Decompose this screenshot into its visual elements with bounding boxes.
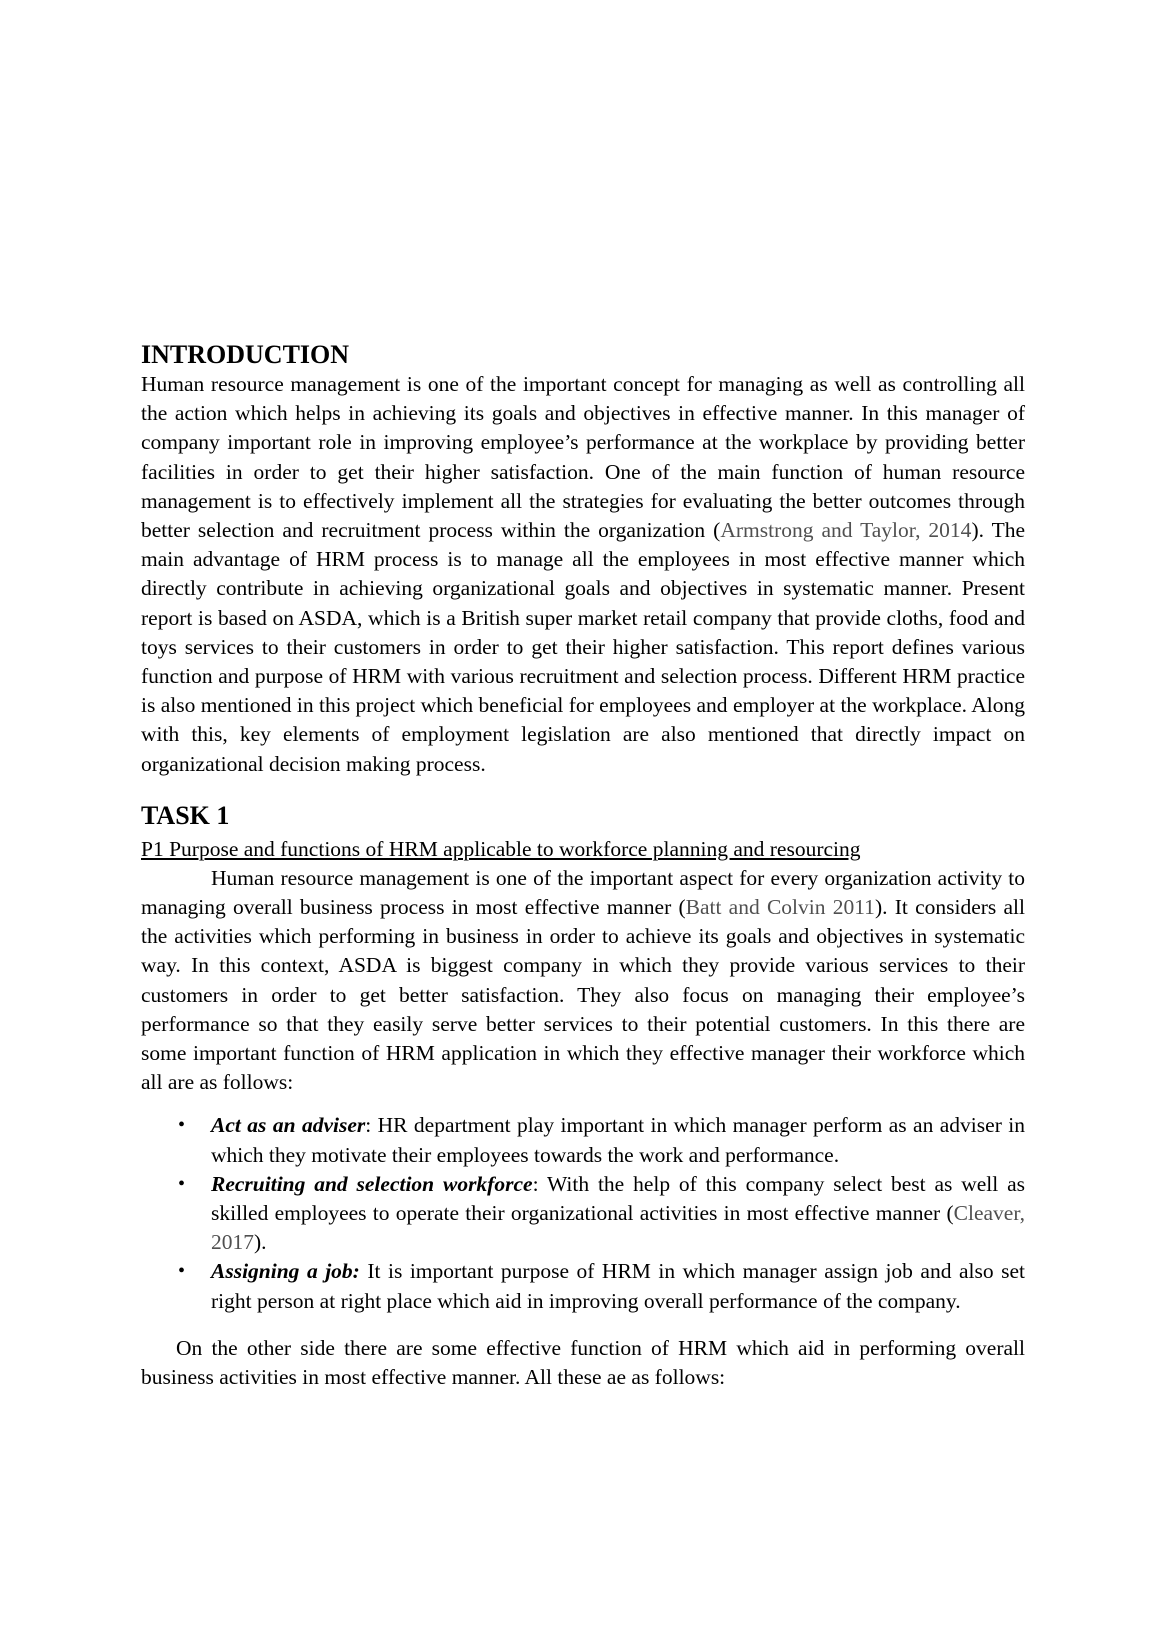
hrm-functions-list bbox=[141, 1111, 1025, 1315]
bullet-text: It is important purpose of HRM in which manager assign job and also set right person at right place which aid in improving overall performance of the company. bbox=[211, 1259, 1026, 1313]
bullet-citation: Cleaver, 2017 bbox=[211, 1201, 1025, 1255]
intro-citation: Armstrong and Taylor, 2014 bbox=[720, 518, 972, 543]
bullet-icon: • bbox=[178, 1114, 186, 1137]
task1-citation: Batt and Colvin 2011 bbox=[685, 895, 875, 920]
list-item bbox=[141, 1111, 1025, 1169]
bullet-term: Act as an adviser bbox=[211, 1113, 366, 1138]
bullet-text: : HR department play important in which manager perform as an adviser in which they motivate their employees towards the work and performance. bbox=[211, 1113, 1025, 1167]
list-item bbox=[141, 1257, 1025, 1315]
bullet-term: Recruiting and selection workforce bbox=[211, 1171, 533, 1196]
task1-paragraph bbox=[141, 864, 1025, 1098]
intro-text-end: ). The main advantage of HRM process is to manage all the employees in most effective manner which directly contribute in achieving organizational goals and objectives in systematic manner. Present report is based on ASDA, which is a British super market retail company that provide cloths, food and toys services to their customers in order to get their higher satisfaction. This report defines various function and purpose of HRM with various recruitment and selection process. Different HRM practice is also mentioned in this project which beneficial for employees and employer at the workplace. Along with this, key elements of employment legislation are also mentioned that directly impact on organizational decision making process. bbox=[141, 518, 1025, 776]
closing-paragraph: On the other side there are some effective function of HRM which aid in performing overall business activities in most effective manner. All these ae as follows: bbox=[141, 1335, 1025, 1390]
bullet-icon: • bbox=[178, 1260, 186, 1283]
task1-text-end: ). It considers all the activities which performing in business in order to achieve its goals and objectives in systematic way. In this context, ASDA is biggest company in which they provide various services to their customers in order to get better satisfaction. They also focus on managing their employee’s performance so that they easily serve better services to their potential customers. In this there are some important function of HRM application in which they effective manager their workforce which all are as follows: bbox=[141, 895, 1025, 1095]
bullet-tail: ). bbox=[254, 1230, 267, 1255]
bullet-text: : With the help of this company select best as well as skilled employees to operate their organizational activities in most effective manner ( bbox=[211, 1171, 1025, 1226]
task1-heading: TASK 1 bbox=[141, 800, 230, 830]
introduction-heading: INTRODUCTION bbox=[141, 340, 350, 369]
introduction-paragraph bbox=[141, 370, 1025, 779]
document-page bbox=[141, 340, 1025, 1392]
intro-text-start: Human resource management is one of the important concept for managing as well as controlling all the action which helps in achieving its goals and objectives in effective manner. In this manager of company important role in improving employee’s performance at the workplace by providing better facilities in order to get their higher satisfaction. One of the main function of human resource management is to effectively implement all the strategies for evaluating the better outcomes through better selection and recruitment process within the organization ( bbox=[141, 372, 1025, 543]
bullet-icon: • bbox=[178, 1172, 186, 1195]
list-item bbox=[141, 1170, 1025, 1258]
task1-subheading: P1 Purpose and functions of HRM applicable to workforce planning and resourcing bbox=[141, 836, 861, 861]
task1-text-start: Human resource management is one of the important aspect for every organization activity to managing overall business process in most effective manner ( bbox=[141, 865, 1025, 920]
bullet-term: Assigning a job: bbox=[211, 1259, 360, 1284]
